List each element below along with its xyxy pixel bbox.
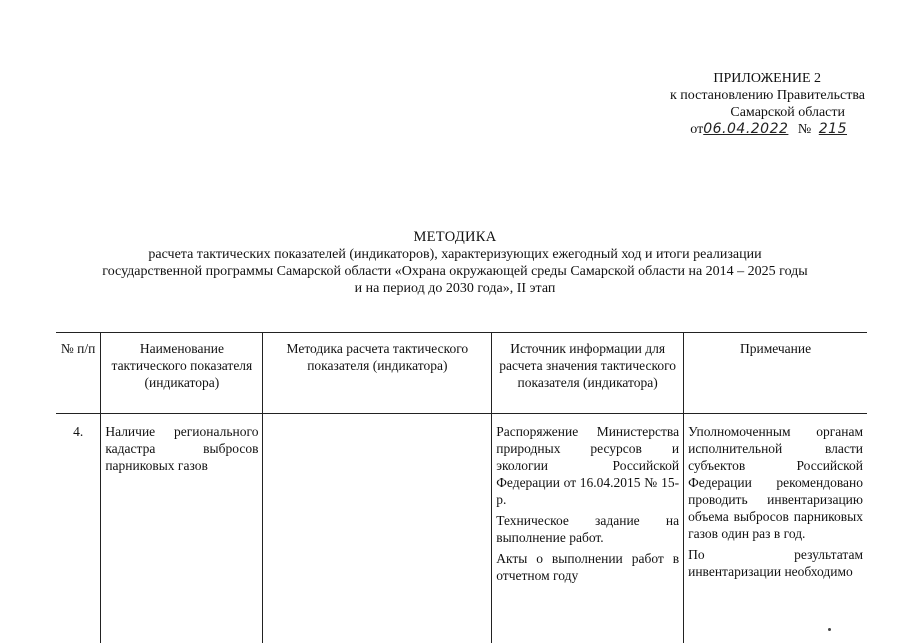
header-number: № п/п bbox=[56, 333, 101, 414]
note-paragraph: Уполномоченным органам исполнительной власти субъектов Российской Федерации рекомендовано проводить инвентаризацию объема выбросов парниковых газов один раз в год. bbox=[688, 423, 863, 542]
scan-speck bbox=[828, 628, 831, 631]
document-heading bbox=[40, 229, 870, 297]
date-prefix: от bbox=[690, 122, 703, 137]
cell-source bbox=[492, 414, 684, 643]
heading-line-2: государственной программы Самарской области «Охрана окружающей среды Самарской области на 2014 – 2025 годы bbox=[40, 263, 870, 280]
cell-note bbox=[684, 414, 867, 643]
document-title: МЕТОДИКА bbox=[40, 229, 870, 246]
heading-line-3: и на период до 2030 года», II этап bbox=[40, 280, 870, 297]
note-paragraph: По результатам инвентаризации необходимо bbox=[688, 546, 863, 580]
cell-number: 4. bbox=[56, 414, 101, 643]
heading-line-1: расчета тактических показателей (индикаторов), характеризующих ежегодный ход и итоги реализации bbox=[40, 246, 870, 263]
handwritten-number: 215 bbox=[819, 121, 847, 137]
indicators-table bbox=[56, 332, 867, 643]
cell-indicator-name: Наличие регионального кадастра выбросов парниковых газов bbox=[101, 414, 263, 643]
table-row bbox=[56, 414, 867, 643]
appendix-line-decree: к постановлению Правительства bbox=[605, 87, 865, 104]
source-paragraph: Распоряжение Министерства природных ресурсов и экологии Российской Федерации от 16.04.2015 № 15-р. bbox=[496, 423, 679, 508]
table-header-row bbox=[56, 333, 867, 414]
header-note: Примечание bbox=[684, 333, 867, 414]
appendix-date-line bbox=[605, 121, 847, 138]
handwritten-date: 06.04.2022 bbox=[703, 121, 788, 137]
appendix-block bbox=[605, 70, 865, 138]
source-paragraph: Акты о выполнении работ в отчетном году bbox=[496, 550, 679, 584]
appendix-line-region: Самарской области bbox=[605, 104, 845, 121]
header-source: Источник информации для расчета значения тактического показателя (индикатора) bbox=[492, 333, 684, 414]
number-prefix: № bbox=[798, 122, 811, 137]
header-method: Методика расчета тактического показателя (индикатора) bbox=[263, 333, 492, 414]
appendix-title: ПРИЛОЖЕНИЕ 2 bbox=[605, 70, 821, 87]
cell-method bbox=[263, 414, 492, 643]
source-paragraph: Техническое задание на выполнение работ. bbox=[496, 512, 679, 546]
header-indicator-name: Наименование тактического показателя (индикатора) bbox=[101, 333, 263, 414]
